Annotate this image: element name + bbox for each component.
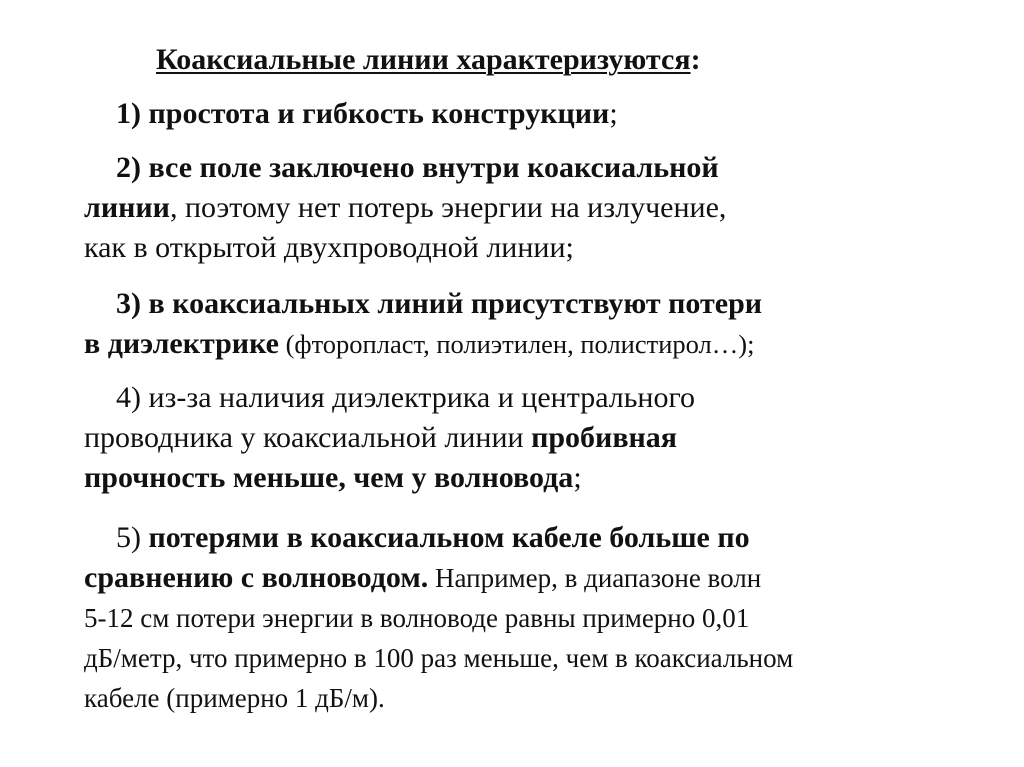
item-3 (84, 284, 1014, 364)
item-4 (84, 378, 1014, 498)
item-5-line-4: дБ/метр, что примерно в 100 раз меньше, чем в коаксиальном (84, 643, 794, 673)
item-4-line-2 (84, 418, 1014, 458)
item-1-tail: ; (609, 97, 618, 130)
item-4-line-2-normal: проводника у коаксиальной линии (84, 421, 532, 454)
item-3-line-2 (84, 324, 1014, 364)
item-5-line-2 (84, 558, 1014, 598)
item-4-line-3-bold: прочность меньше, чем у волновода (84, 461, 574, 494)
item-2-line-3: как в открытой двухпроводной линии; (84, 231, 574, 264)
item-4-line-3 (84, 458, 1014, 498)
item-2 (84, 148, 1014, 268)
item-1-bold: 1) простота и гибкость конструкции (116, 97, 610, 130)
item-1 (84, 94, 1014, 134)
item-5-line-1-normal: 5) (116, 521, 149, 554)
item-2-line-2 (84, 188, 1014, 228)
item-3-line-1: 3) в коаксиальных линий присутствуют потери (116, 287, 763, 320)
item-5-line-1 (84, 518, 1014, 558)
item-5-line-2-rest: Например, в диапазоне волн (428, 563, 762, 593)
item-4-line-1: 4) из-за наличия диэлектрика и центрального (116, 381, 696, 414)
item-2-line-2-bold: линии (84, 191, 170, 224)
item-2-line-2-rest: , поэтому нет потерь энергии на излучение, (169, 191, 727, 224)
item-4-line-2-bold: пробивная (531, 421, 678, 454)
item-5-line-2-bold: сравнению с волноводом. (84, 561, 429, 594)
item-5-line-1-bold: потерями в коаксиальном кабеле больше по (148, 521, 750, 554)
slide-heading (156, 40, 701, 80)
item-5-line-3: 5-12 см потери энергии в волноводе равны примерно 0,01 (84, 603, 750, 633)
heading-colon: : (690, 43, 701, 76)
item-3-line-2-bold: в диэлектрике (84, 327, 279, 360)
item-2-line-1: 2) все поле заключено внутри коаксиальной (116, 151, 719, 184)
item-1-line-1 (84, 94, 1014, 134)
item-3-line-2-rest: (фторопласт, полиэтилен, полистирол…); (278, 329, 755, 359)
item-5 (84, 518, 1014, 718)
item-4-line-3-tail: ; (573, 461, 582, 494)
heading-text: Коаксиальные линии характеризуются (156, 43, 691, 76)
item-5-line-5: кабеле (примерно 1 дБ/м). (84, 683, 385, 713)
